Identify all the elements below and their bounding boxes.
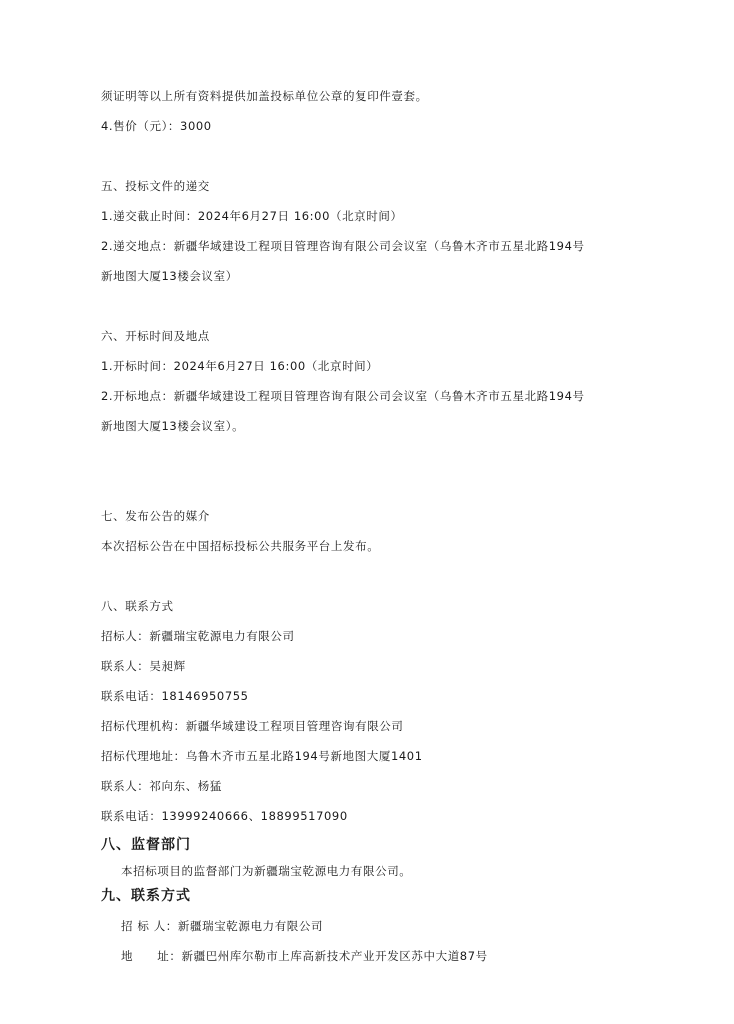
agency-phone-line: 联系电话：13999240666、18899517090 bbox=[101, 809, 348, 823]
agency-line: 招标代理机构：新疆华域建设工程项目管理咨询有限公司 bbox=[101, 719, 404, 733]
section9-address: 地 址：新疆巴州库尔勒市上库高新技术产业开发区苏中大道87号 bbox=[121, 949, 488, 963]
agency-address-line: 招标代理地址：乌鲁木齐市五星北路194号新地图大厦1401 bbox=[101, 749, 423, 763]
opening-place-line1: 2.开标地点：新疆华域建设工程项目管理咨询有限公司会议室（乌鲁木齐市五星北路194号 bbox=[101, 389, 585, 403]
contact-phone-line: 联系电话：18146950755 bbox=[101, 689, 249, 703]
section8-heading: 八、联系方式 bbox=[101, 599, 174, 613]
contact-person-line: 联系人：吴昶辉 bbox=[101, 659, 186, 673]
section9-heading: 九、联系方式 bbox=[101, 888, 191, 904]
opening-time: 1.开标时间：2024年6月27日 16:00（北京时间） bbox=[101, 359, 379, 373]
price-line: 4.售价（元）：3000 bbox=[101, 119, 212, 133]
section9-tenderer: 招 标 人：新疆瑞宝乾源电力有限公司 bbox=[121, 919, 324, 933]
supervision-heading: 八、监督部门 bbox=[101, 837, 191, 853]
section7-heading: 七、发布公告的媒介 bbox=[101, 509, 210, 523]
submission-place-line2: 新地图大厦13楼会议室） bbox=[101, 269, 238, 283]
opening-place-line2: 新地图大厦13楼会议室）。 bbox=[101, 419, 245, 433]
agency-contact-line: 联系人：祁向东、杨猛 bbox=[101, 779, 222, 793]
publish-media-text: 本次招标公告在中国招标投标公共服务平台上发布。 bbox=[101, 539, 380, 553]
submission-place-line1: 2.递交地点：新疆华域建设工程项目管理咨询有限公司会议室（乌鲁木齐市五星北路194号 bbox=[101, 239, 585, 253]
intro-line: 须证明等以上所有资料提供加盖投标单位公章的复印件壹套。 bbox=[101, 89, 428, 103]
section5-heading: 五、投标文件的递交 bbox=[101, 179, 210, 193]
submission-deadline: 1.递交截止时间：2024年6月27日 16:00（北京时间） bbox=[101, 209, 403, 223]
supervision-text: 本招标项目的监督部门为新疆瑞宝乾源电力有限公司。 bbox=[121, 864, 412, 878]
section6-heading: 六、开标时间及地点 bbox=[101, 329, 210, 343]
tenderer-line: 招标人：新疆瑞宝乾源电力有限公司 bbox=[101, 629, 295, 643]
